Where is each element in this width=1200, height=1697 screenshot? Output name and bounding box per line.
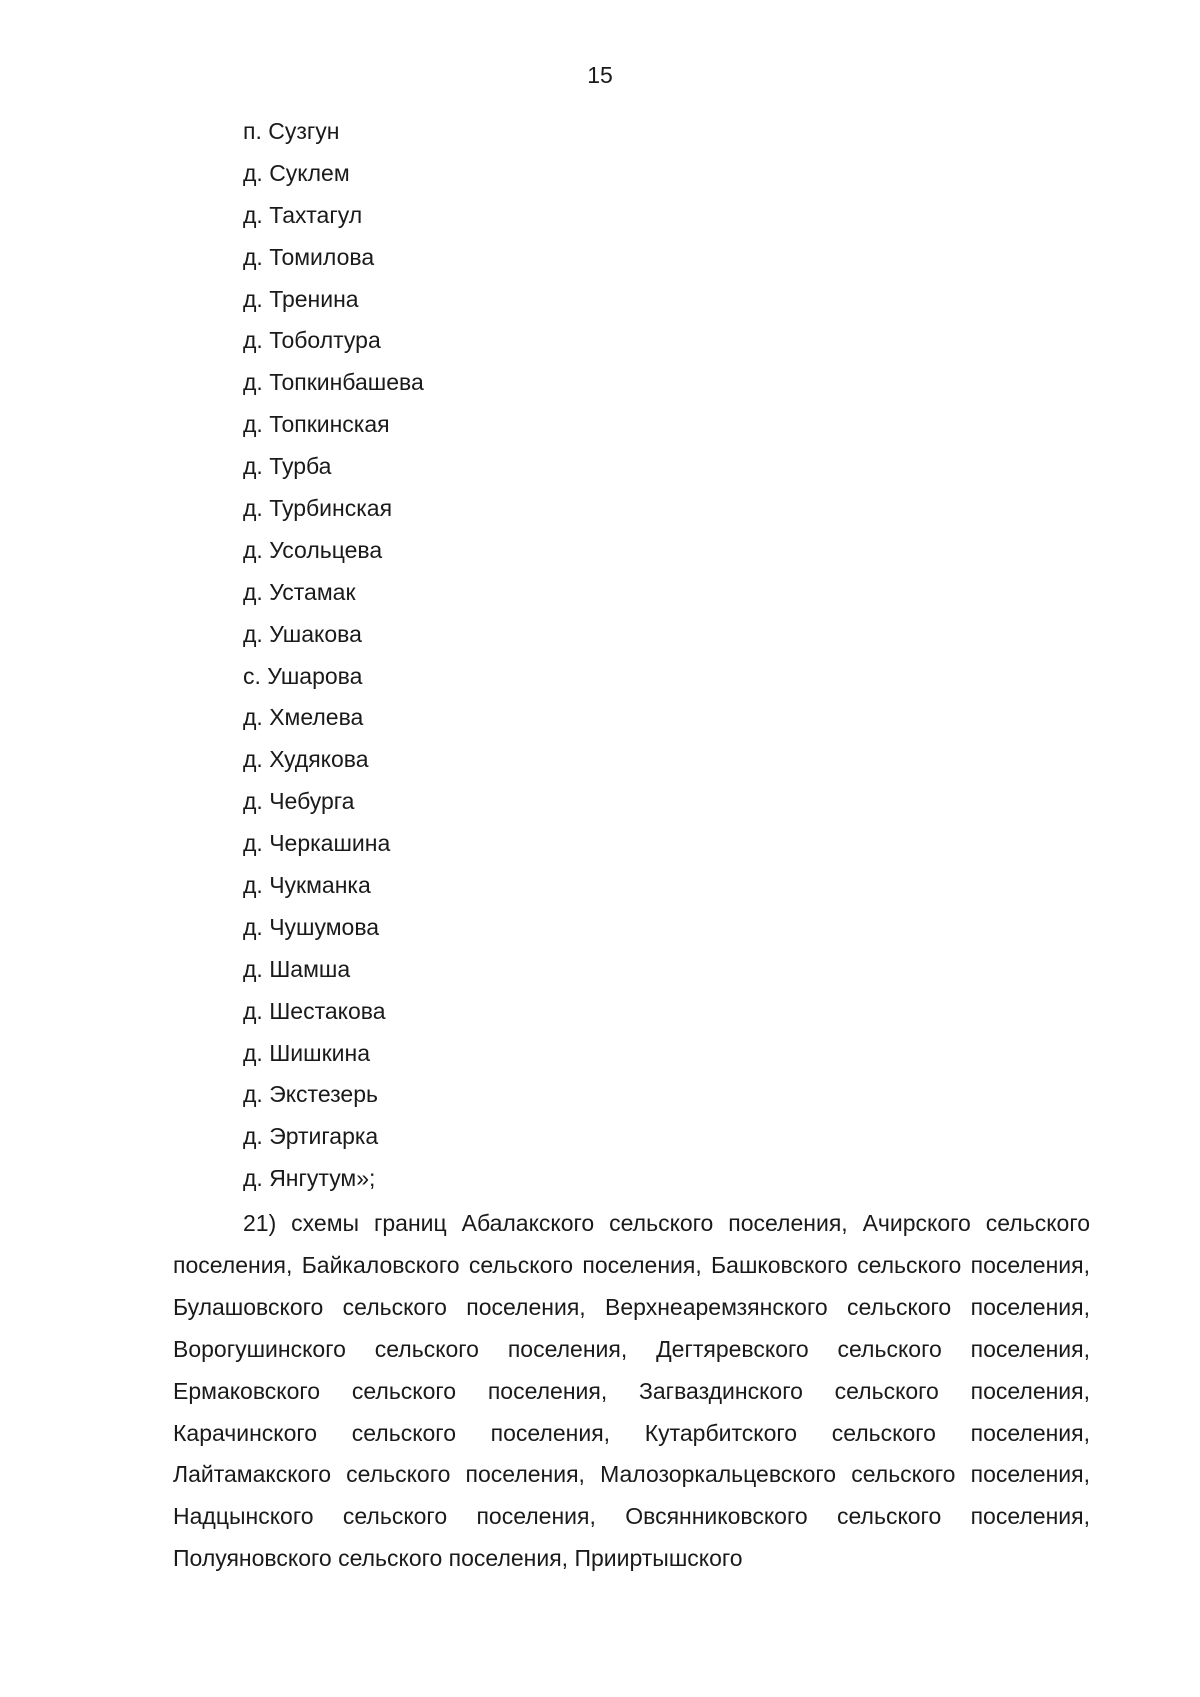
list-item: д. Тахтагул <box>243 201 363 228</box>
list-item: д. Шамша <box>243 955 351 982</box>
list-item: с. Ушарова <box>243 662 363 689</box>
settlement-list <box>243 116 424 1205</box>
list-item: д. Эртигарка <box>243 1123 379 1150</box>
list-item: д. Шестакова <box>243 997 386 1024</box>
list-item: д. Ушакова <box>243 620 362 647</box>
list-item: д. Чушумова <box>243 913 380 940</box>
list-item: д. Томилова <box>243 243 375 270</box>
list-item: д. Чукманка <box>243 872 371 899</box>
list-item: д. Турба <box>243 453 332 480</box>
list-item: д. Чебурга <box>243 788 355 815</box>
list-item: д. Худякова <box>243 746 369 773</box>
list-item: д. Тоболтура <box>243 327 381 354</box>
list-item: д. Шишкина <box>243 1039 370 1066</box>
boundary-schemes-paragraph: 21) схемы границ Абалакского сельского поселения, Ачирского сельского поселения, Байкаловского сельского поселения, Башковского сельского поселения, Булашовского сельского поселения, Верхнеаремзянского сельского поселения, Ворогушинского сельского поселения, Дегтяревского сельского поселения, Ермаковского сельского поселения, Загваздинского сельского поселения, Карачинского сельского поселения, Кутарбитского сельского поселения, Лайтамакского сельского поселения, Малозоркальцевского сельского поселения, Надцынского сельского поселения, Овсянниковского сельского поселения, Полуяновского сельского поселения, Прииртышского <box>173 1210 1090 1572</box>
list-item: д. Топкинбашева <box>243 369 424 396</box>
list-item: д. Топкинская <box>243 411 390 438</box>
list-item: д. Тренина <box>243 285 359 312</box>
list-item: д. Хмелева <box>243 704 364 731</box>
list-item: д. Устамак <box>243 578 356 605</box>
list-item: п. Сузгун <box>243 118 340 144</box>
list-item: д. Турбинская <box>243 495 393 522</box>
page-number: 15 <box>587 62 613 88</box>
list-item: д. Усольцева <box>243 536 383 563</box>
list-item: д. Экстезерь <box>243 1081 378 1108</box>
list-item: д. Суклем <box>243 159 350 186</box>
list-item: д. Черкашина <box>243 830 391 857</box>
list-item: д. Янгутум»; <box>243 1165 376 1192</box>
